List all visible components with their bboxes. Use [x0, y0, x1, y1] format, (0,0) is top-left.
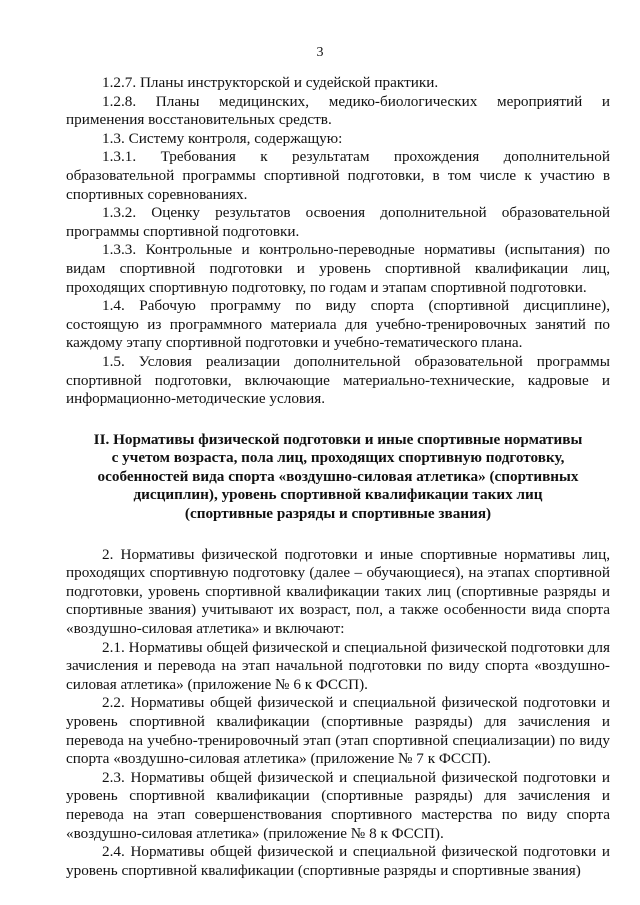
paragraph-1-3-1: 1.3.1. Требования к результатам прохождения дополнительной образовательной программы спортивной подготовки, в том числе к участию в спортивных соревнованиях. — [66, 148, 610, 203]
section-heading-line: II. Нормативы физической подготовки и иные спортивные нормативы — [93, 430, 583, 448]
paragraph-1-4: 1.4. Рабочую программу по виду спорта (спортивной дисциплине), состоящую из программного материала для учебно-тренировочных занятий по каждому этапу спортивной подготовки и учебно-тематического плана. — [66, 297, 610, 352]
document-body — [66, 74, 610, 880]
paragraph-2-1: 2.1. Нормативы общей физической и специальной физической подготовки для зачисления и перевода на этап начальной подготовки по виду спорта «воздушно-силовая атлетика» (приложение № 6 к ФССП). — [66, 638, 610, 693]
section-heading — [66, 431, 610, 524]
paragraph-1-3-3: 1.3.3. Контрольные и контрольно-переводные нормативы (испытания) по видам спортивной подготовки и уровень спортивной квалификации лиц, проходящих спортивную подготовку, по годам и этапам спортивной подготовки. — [66, 241, 610, 296]
paragraph-2-3: 2.3. Нормативы общей физической и специальной физической подготовки и уровень спортивной квалификации (спортивные разряды) для зачисления и перевода на этап совершенствования спортивного мастерства по виду спорта «воздушно-силовая атлетика» (приложение № 8 к ФССП). — [66, 768, 610, 842]
paragraph-1-2-8: 1.2.8. Планы медицинских, медико-биологических мероприятий и применения восстановительных средств. — [66, 92, 610, 129]
paragraph-2: 2. Нормативы физической подготовки и иные спортивные нормативы лиц, проходящих спортивную подготовку (далее – обучающиеся), на этапах спортивной подготовки, уровень спортивной квалификации таких лиц (спортивные разряды и спортивные звания) учитывают их возраст, пол, а также особенности вида спорта «воздушно-силовая атлетика» и включают: — [66, 545, 610, 638]
section-heading-line: особенностей вида спорта «воздушно-силовая атлетика» (спортивных — [97, 467, 579, 485]
paragraph-1-3: 1.3. Систему контроля, содержащую: — [102, 129, 343, 147]
paragraph-1-2-7: 1.2.7. Планы инструкторской и судейской практики. — [102, 74, 439, 91]
paragraph-2-4: 2.4. Нормативы общей физической и специальной физической подготовки и уровень спортивной квалификации (спортивные разряды и спортивные звания) — [66, 843, 610, 879]
page-number: 3 — [316, 45, 324, 60]
section-heading-line: (спортивные разряды и спортивные звания) — [184, 505, 492, 523]
section-heading-line: с учетом возраста, пола лиц, проходящих спортивную подготовку, — [111, 449, 565, 467]
paragraph-1-3-2: 1.3.2. Оценку результатов освоения дополнительной образовательной программы спортивной подготовки. — [66, 204, 610, 240]
section-heading-line: дисциплин), уровень спортивной квалификации таких лиц — [133, 486, 543, 504]
paragraph-1-5: 1.5. Условия реализации дополнительной образовательной программы спортивной подготовки, включающие материально-технические, кадровые и информационно-методические условия. — [66, 352, 610, 408]
paragraph-2-2: 2.2. Нормативы общей физической и специальной физической подготовки и уровень спортивной квалификации (спортивные разряды) для зачисления и перевода на учебно-тренировочный этап (этап спортивной специализации) по виду спорта «воздушно-силовая атлетика» (приложение № 7 к ФССП). — [66, 694, 610, 768]
